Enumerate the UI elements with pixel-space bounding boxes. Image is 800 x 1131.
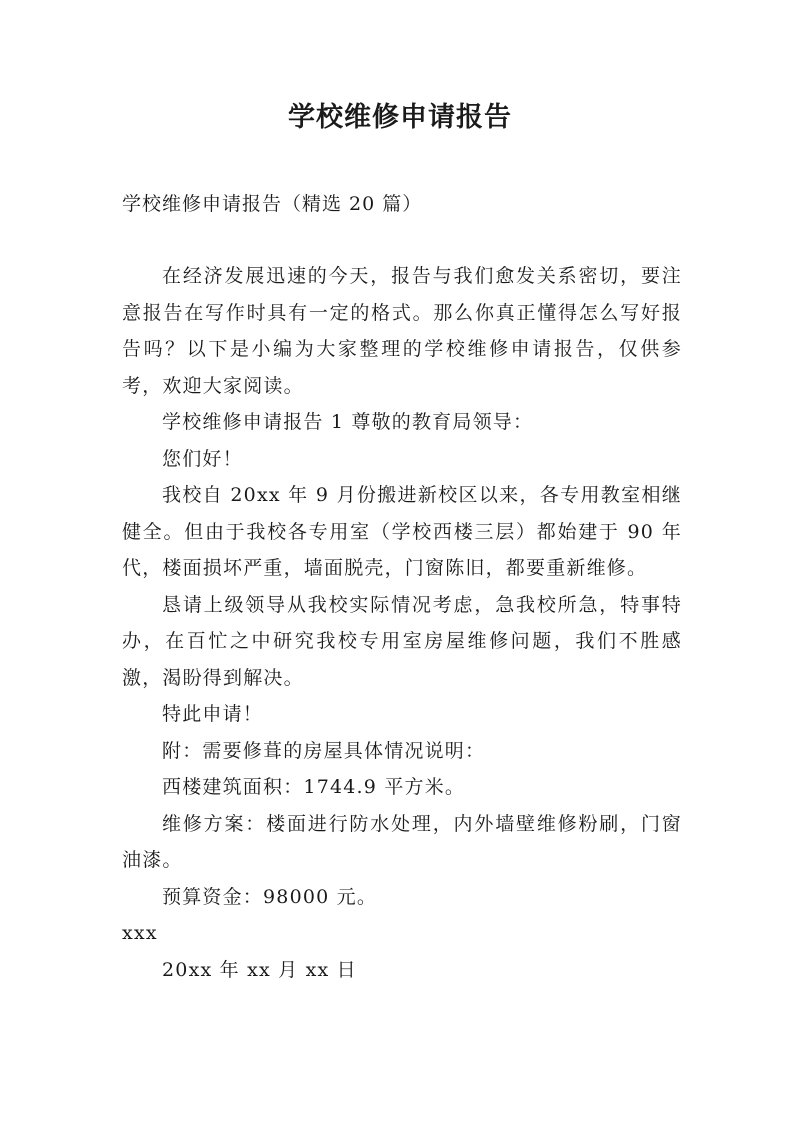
intro-paragraph: 在经济发展迅速的今天，报告与我们愈发关系密切，要注意报告在写作时具有一定的格式。那么你真正懂得怎么写好报告吗？以下是小编为大家整理的学校维修申请报告，仅供参考，欢迎大家阅读。 [122,265,682,397]
greeting: 您们好！ [162,447,243,470]
appendix-heading: 附：需要修葺的房屋具体情况说明： [162,739,486,762]
signature: xxx [122,922,158,944]
body-paragraph: 我校自 20xx 年 9 月份搬进新校区以来，各专用教室相继健全。但由于我校各专用室（学校西楼三层）都始建于 90 年代，楼面损坏严重，墙面脱壳，门窗陈旧，都要重新维修。 [122,484,682,579]
building-area: 西楼建筑面积：1744.9 平方米。 [162,776,466,798]
budget: 预算资金：98000 元。 [162,885,378,908]
document-body [122,258,682,988]
closing-request: 特此申请！ [162,703,264,725]
repair-plan: 维修方案：楼面进行防水处理，内外墙壁维修粉刷，门窗油漆。 [122,812,682,871]
date: 20xx 年 xx 月 xx 日 [162,958,357,981]
report-heading-salutation: 学校维修申请报告 1 尊敬的教育局领导： [162,411,534,433]
body-paragraph: 恳请上级领导从我校实际情况考虑，急我校所急，特事特办，在百忙之中研究我校专用室房屋维修问题，我们不胜感激，渴盼得到解决。 [122,593,682,689]
document-subtitle: 学校维修申请报告（精选 20 篇） [122,193,423,215]
document-title: 学校维修申请报告 [288,102,512,133]
